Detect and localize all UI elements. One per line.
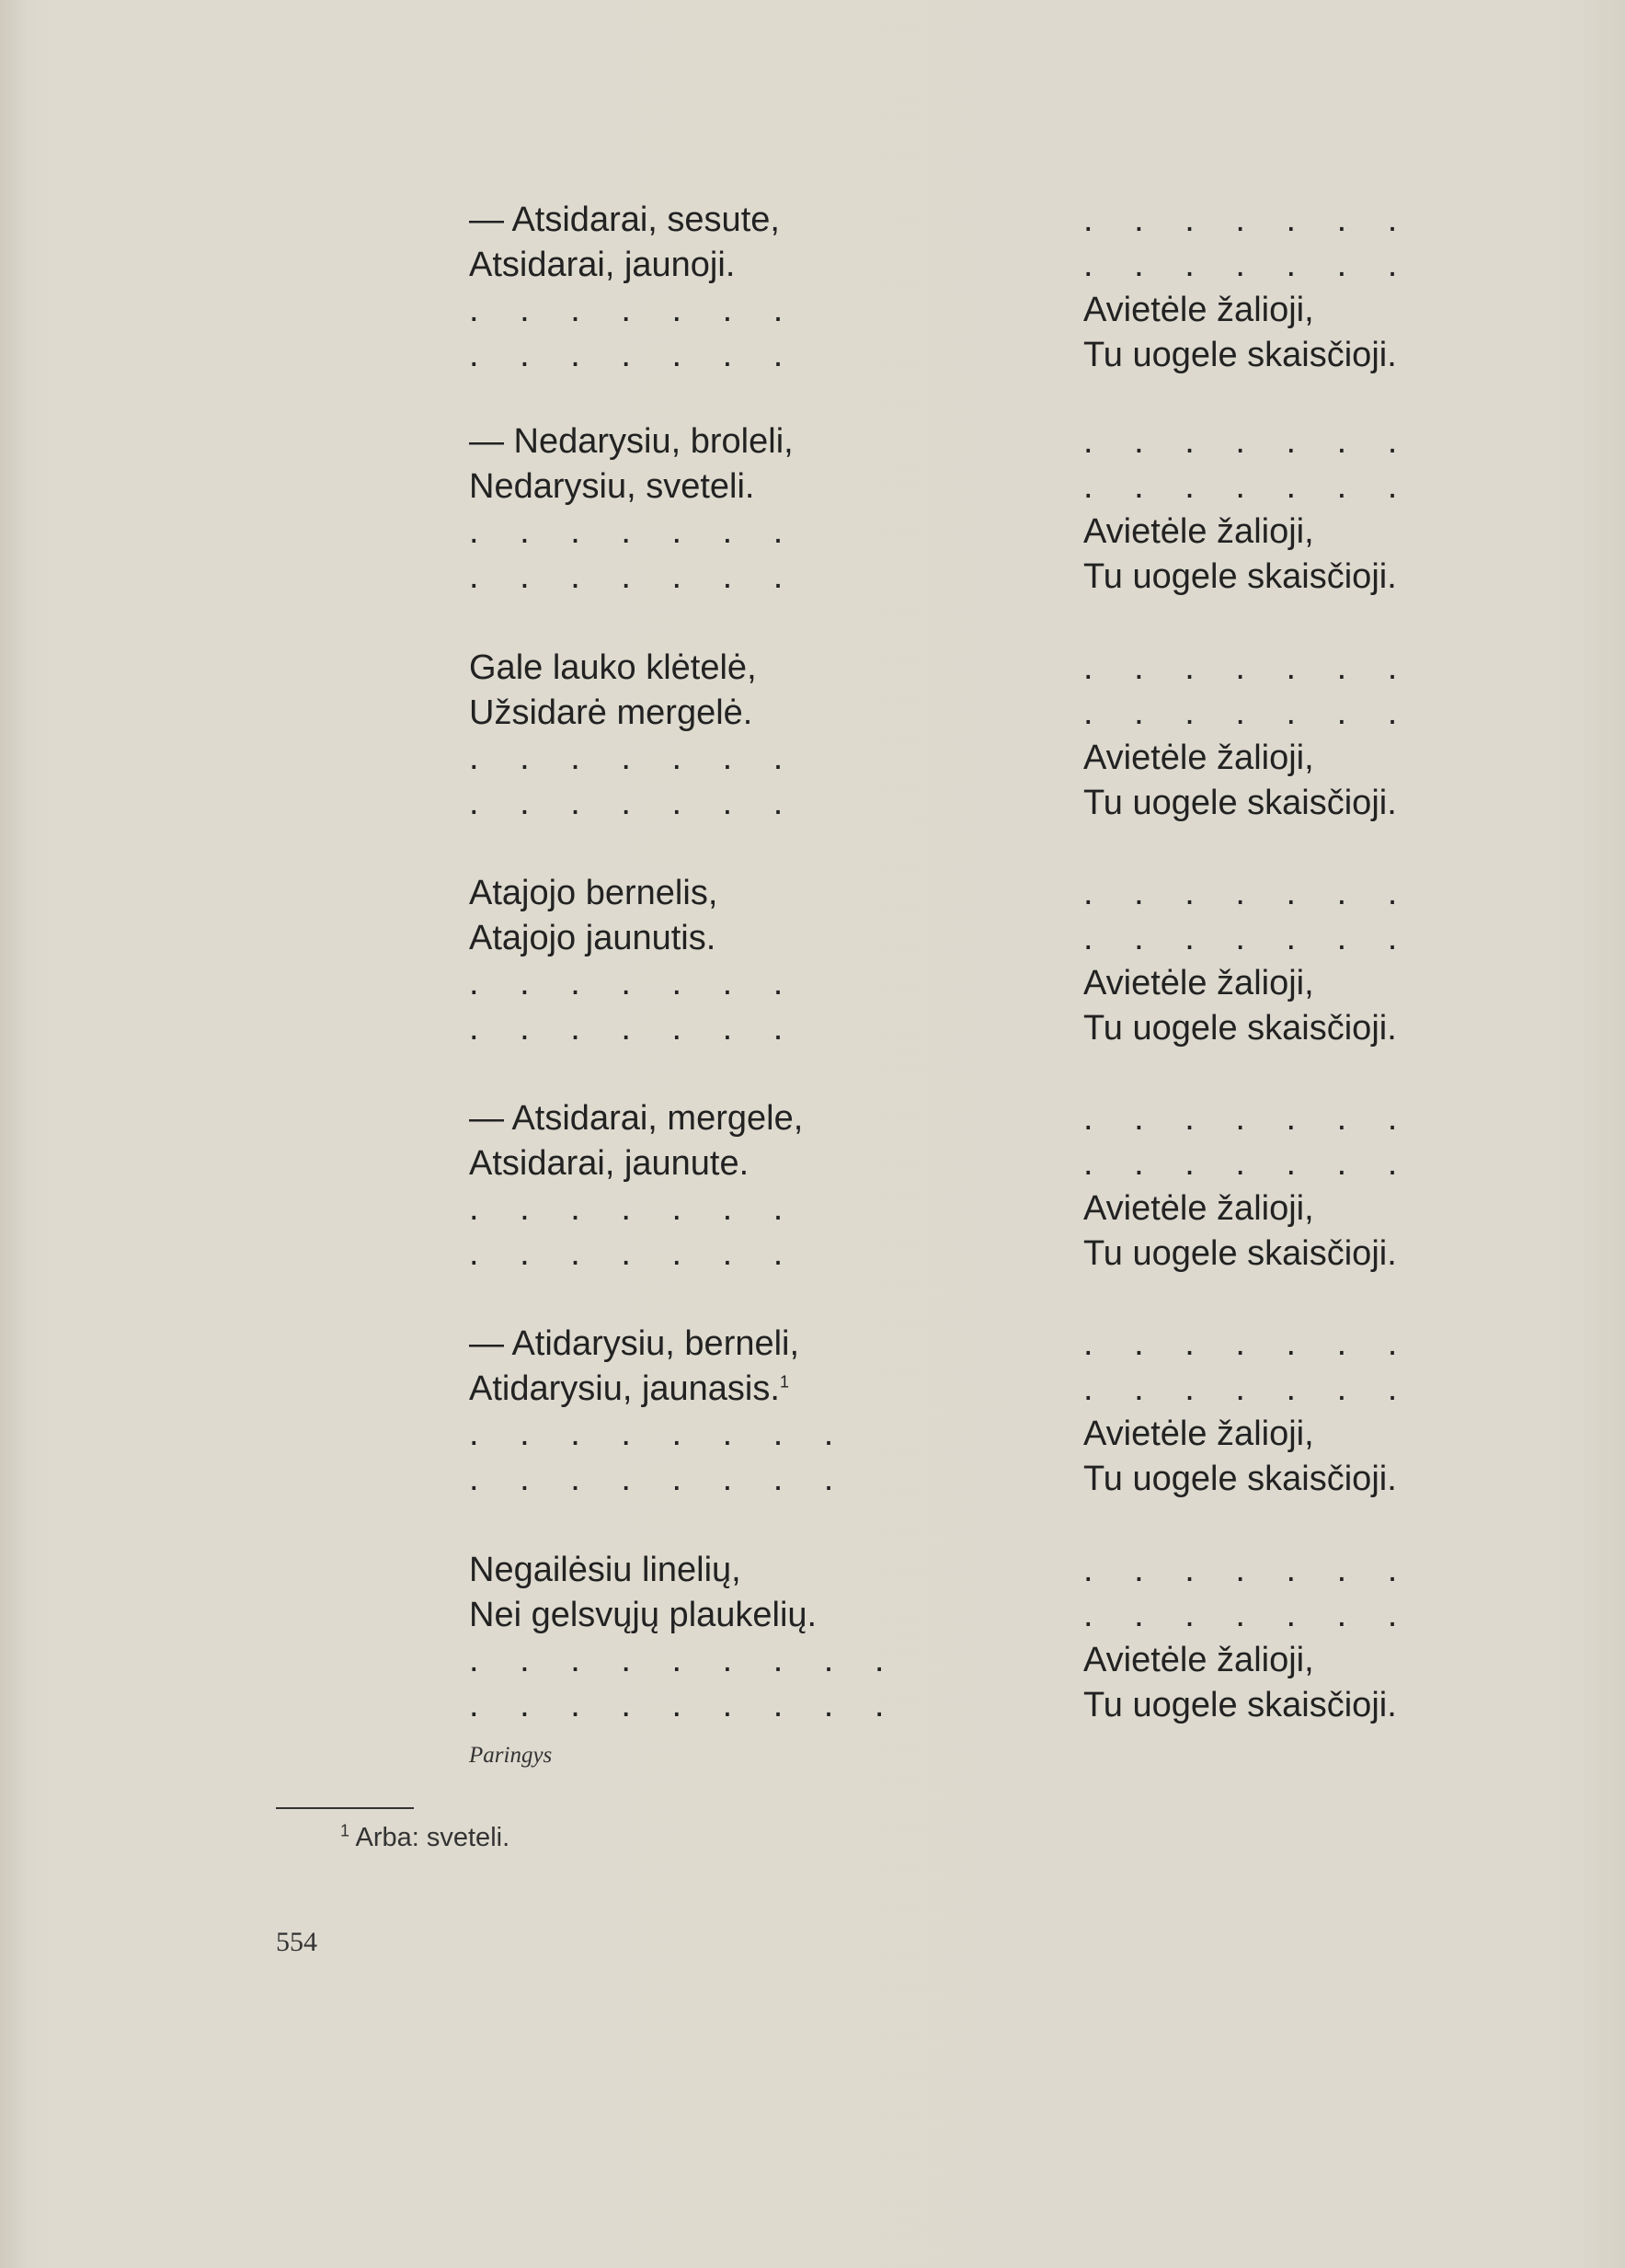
verse-right: . . . . . . .: [1083, 1144, 1413, 1183]
verse-left: Atajojo jaunutis.: [469, 919, 716, 957]
verse-line: [469, 1096, 1536, 1141]
verse-right: . . . . . . .: [1083, 648, 1413, 687]
stanza-1: [469, 198, 1536, 378]
verse-left: . . . . . . .: [469, 739, 799, 777]
page-number: 554: [276, 1927, 317, 1957]
verse-left: . . . . . . .: [469, 1189, 799, 1228]
verse-left: . . . . . . .: [469, 291, 799, 329]
footnote-marker: 1: [340, 1821, 350, 1840]
verse-line: [469, 961, 1536, 1006]
verse-line: [469, 510, 1536, 555]
verse-left: [469, 1367, 789, 1412]
verse-line: [469, 1367, 1536, 1412]
verse-left: . . . . . . . .: [469, 1460, 850, 1498]
verse-left: . . . . . . .: [469, 512, 799, 551]
verse-right: . . . . . . .: [1083, 1596, 1413, 1634]
verse-right: Tu uogele skaisčioji.: [1083, 1686, 1397, 1724]
verse-right: . . . . . . .: [1083, 919, 1413, 957]
verse-left: . . . . . . . . .: [469, 1641, 900, 1679]
verse-right: Tu uogele skaisčioji.: [1083, 1009, 1397, 1048]
paringys-label: Paringys: [469, 1743, 553, 1768]
verse-line: [469, 781, 1536, 826]
stanza-6: [469, 1322, 1536, 1502]
verse-left: — Nedarysiu, broleli,: [469, 422, 794, 461]
verse-right: Tu uogele skaisčioji.: [1083, 557, 1397, 596]
verse-right: . . . . . . .: [1083, 1551, 1413, 1589]
verse-right: Avietėle žalioji,: [1083, 964, 1314, 1002]
verse-line: [469, 646, 1536, 691]
verse-line: [469, 464, 1536, 510]
verse-right: . . . . . . .: [1083, 1324, 1413, 1363]
verse-left: Atsidarai, jaunute.: [469, 1144, 750, 1183]
verse-right: Avietėle žalioji,: [1083, 512, 1314, 551]
stanza-2: [469, 419, 1536, 600]
verse-right: Tu uogele skaisčioji.: [1083, 1234, 1397, 1273]
verse-right: Avietėle žalioji,: [1083, 739, 1314, 777]
verse-right: Avietėle žalioji,: [1083, 291, 1314, 329]
verse-line: [469, 1322, 1536, 1367]
verse-line: [469, 198, 1536, 243]
verse-left: — Atidarysiu, berneli,: [469, 1324, 800, 1363]
verse-line: [469, 1457, 1536, 1502]
verse-left: Nedarysiu, sveteli.: [469, 467, 755, 506]
verse-left: Negailėsiu linelių,: [469, 1551, 741, 1589]
verse-line: [469, 1006, 1536, 1051]
verse-right: . . . . . . .: [1083, 422, 1413, 461]
verse-left: Atajojo bernelis,: [469, 874, 718, 912]
verse-left: . . . . . . . . .: [469, 1686, 900, 1724]
verse-line: [469, 288, 1536, 333]
verse-line: [469, 1683, 1536, 1728]
verse-left: . . . . . . .: [469, 557, 799, 596]
stanza-7: [469, 1548, 1536, 1728]
footnote-text: sveteli.: [426, 1823, 510, 1852]
verse-line: [469, 1231, 1536, 1277]
verse-right: Tu uogele skaisčioji.: [1083, 784, 1397, 822]
verse-line: [469, 871, 1536, 916]
verse-left: Atsidarai, jaunoji.: [469, 246, 736, 284]
verse-left: . . . . . . .: [469, 1234, 799, 1273]
verse-line: [469, 1141, 1536, 1186]
verse-line: [469, 1638, 1536, 1683]
verse-line: [469, 555, 1536, 600]
verse-right: Tu uogele skaisčioji.: [1083, 336, 1397, 374]
verse-line: [469, 1186, 1536, 1231]
verse-left: Užsidarė mergelė.: [469, 693, 753, 732]
verse-left: . . . . . . .: [469, 1009, 799, 1048]
verse-left: . . . . . . .: [469, 784, 799, 822]
verse-right: Avietėle žalioji,: [1083, 1641, 1314, 1679]
verse-line: [469, 916, 1536, 961]
verse-line: [469, 691, 1536, 736]
footnote-label: Arba:: [355, 1823, 419, 1852]
verse-right: . . . . . . .: [1083, 874, 1413, 912]
verse-left: . . . . . . .: [469, 964, 799, 1002]
verse-right: . . . . . . .: [1083, 1369, 1413, 1408]
stanza-4: [469, 871, 1536, 1051]
footnote-reference: 1: [779, 1372, 789, 1392]
verse-left: Nei gelsvųjų plaukelių.: [469, 1596, 818, 1634]
verse-right: Avietėle žalioji,: [1083, 1189, 1314, 1228]
verse-line: [469, 243, 1536, 288]
verse-left: . . . . . . .: [469, 336, 799, 374]
verse-line: [469, 736, 1536, 781]
verse-left: — Atsidarai, mergele,: [469, 1099, 804, 1138]
verse-left: . . . . . . . .: [469, 1415, 850, 1453]
verse-right: Tu uogele skaisčioji.: [1083, 1460, 1397, 1498]
stanza-5: [469, 1096, 1536, 1277]
footnote-divider: [276, 1807, 414, 1809]
verse-right: Avietėle žalioji,: [1083, 1415, 1314, 1453]
verse-right: . . . . . . .: [1083, 246, 1413, 284]
verse-left-text: Atidarysiu, jaunasis.: [469, 1369, 780, 1408]
verse-line: [469, 1548, 1536, 1593]
verse-right: . . . . . . .: [1083, 467, 1413, 506]
verse-right: . . . . . . .: [1083, 693, 1413, 732]
stanza-3: [469, 646, 1536, 826]
verse-right: . . . . . . .: [1083, 1099, 1413, 1138]
verse-line: [469, 333, 1536, 378]
verse-left: — Atsidarai, sesute,: [469, 200, 780, 239]
verse-right: . . . . . . .: [1083, 200, 1413, 239]
footnote: [340, 1823, 509, 1853]
verse-line: [469, 1593, 1536, 1638]
verse-left: Gale lauko klėtelė,: [469, 648, 757, 687]
verse-line: [469, 1412, 1536, 1457]
verse-line: [469, 419, 1536, 464]
